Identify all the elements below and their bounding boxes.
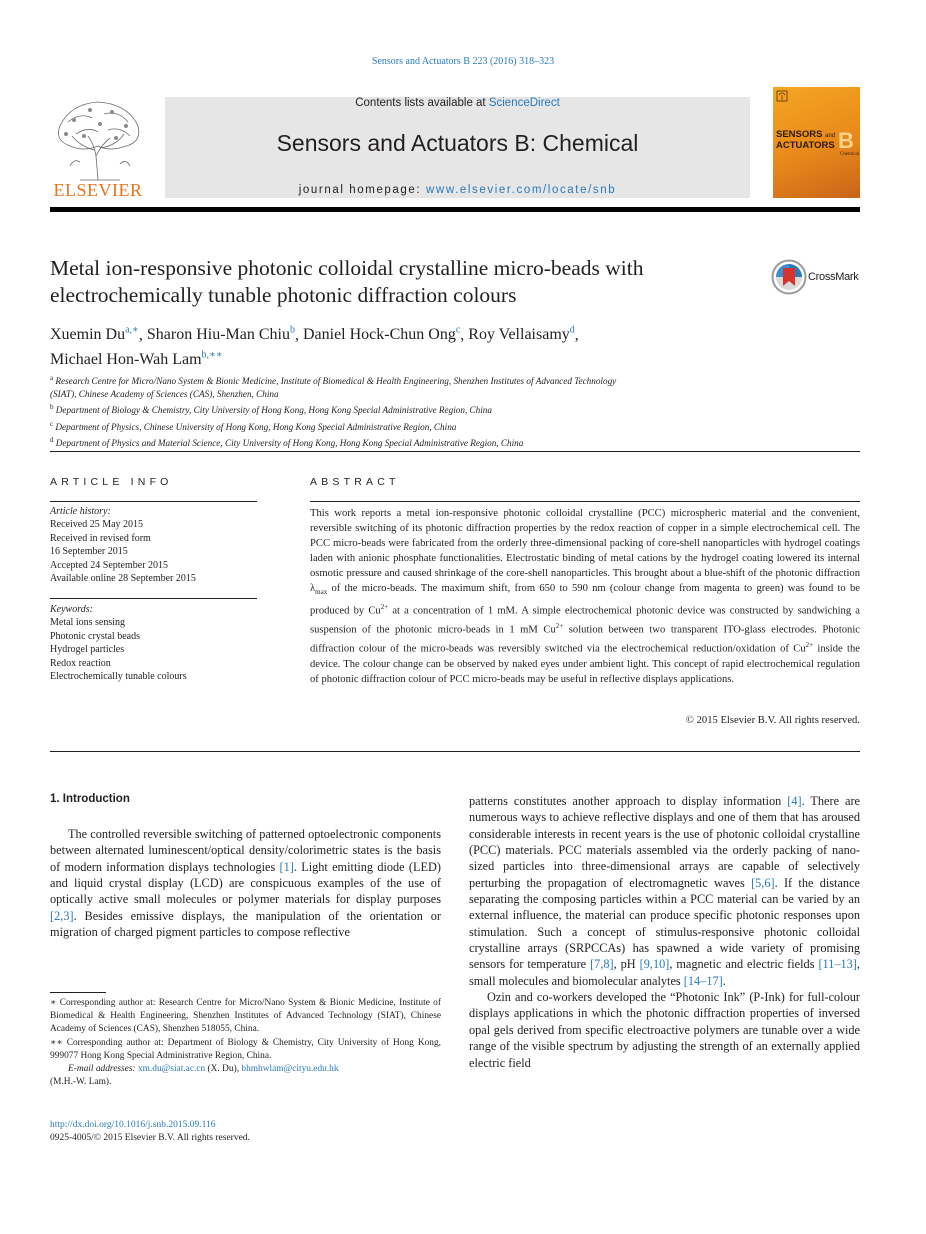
history-item: Accepted 24 September 2015	[50, 559, 169, 571]
crossmark-icon[interactable]	[771, 259, 807, 295]
affiliation-item	[50, 401, 770, 417]
reference-link[interactable]: [2,3]	[50, 908, 74, 923]
abstract-part: inside the device. The colour change can be observed by naked eyes under ambient light. This concept of rapid electrochemical regulation of photonic diffraction colour of PCC micro-beads may be useful in reflective displays applications.	[310, 643, 860, 685]
abstract-heading: ABSTRACT	[310, 476, 400, 488]
affiliation-mark: d	[50, 436, 54, 444]
author-4[interactable]	[468, 326, 574, 343]
abstract-part: at a concentration of 1 mM. A simple electrochemical photonic device was constructed by sandwiching a suspension of the photonic micro-beads in 1 mM Cu	[310, 605, 860, 636]
reference-link[interactable]: [14–17]	[683, 973, 723, 988]
history-item: Available online 28 September 2015	[50, 573, 196, 585]
intro-text: , magnetic and electric fields	[669, 957, 819, 972]
affiliation-text: Department of Physics and Material Science, City University of Hong Kong, Hong Kong Special Administrative Region, China	[55, 438, 524, 449]
cover-title-line1: SENSORS	[776, 129, 823, 140]
intro-text: , small molecules and biomolecular analytes	[469, 957, 860, 988]
cover-title	[776, 130, 835, 151]
author-name: Sharon Hiu-Man Chiu	[146, 326, 290, 344]
intro-column-2	[469, 793, 860, 1071]
abstract-copyright: © 2015 Elsevier B.V. All rights reserved.	[685, 715, 860, 726]
intro-text: Ozin and co-workers developed the “Photonic Ink” (P-Ink) for full-colour displays applications in which the photonic diffraction properties of inversed opal gels derived from specific electroactive polymers are tunable over a wide range of the visible spectrum by adjusting the strength of an externally applied electric field	[469, 990, 860, 1070]
intro-text: . Light emitting diode (LED) and liquid crystal display (LCD) are conspicuous examples of the use of optically active small molecules or polymer materials for display purposes	[50, 859, 441, 907]
introduction-heading: 1. Introduction	[50, 793, 130, 805]
affiliation-text: Department of Biology & Chemistry, City University of Hong Kong, Hong Kong Special Administrative Region, China	[55, 405, 492, 416]
cover-subtitle: Chemical	[840, 152, 860, 157]
footnotes	[50, 997, 441, 1089]
keyword-item: Metal ions sensing	[50, 617, 125, 629]
abstract-part: solution between two transparent ITO-glass electrodes. Photonic diffraction colour of the micro-beads was reversibly switched via the electrochemical reduction/oxidation of Cu	[310, 624, 860, 655]
affiliation-item	[50, 372, 770, 388]
article-info-rule	[50, 501, 257, 502]
keywords	[50, 603, 257, 683]
charge-superscript: 2+	[555, 621, 564, 630]
article-history	[50, 505, 257, 585]
keyword-item: Photonic crystal beads	[50, 630, 140, 642]
reference-link[interactable]: [5,6]	[751, 875, 775, 890]
doi-link[interactable]: http://dx.doi.org/10.1016/j.snb.2015.09.116	[50, 1120, 216, 1130]
intro-text: patterns constitutes another approach to display information	[469, 794, 788, 808]
cover-title-and: and	[825, 133, 836, 139]
header-rule	[50, 207, 860, 212]
charge-superscript: 2+	[805, 641, 814, 650]
author-affil-mark[interactable]: b	[289, 325, 295, 336]
author-sep: ,	[138, 326, 147, 344]
author-sep: ,	[574, 326, 579, 344]
email-link[interactable]: bhmhwlam@cityu.edu.hk	[241, 1064, 339, 1075]
intro-text: . Besides emissive displays, the manipulation of the orientation or migration of charged pigment particles to compose reflective	[50, 908, 441, 940]
footnote-corresponding-2: ∗∗ Corresponding author at: Department of Biology & Chemistry, City University of Hong Kong, 999077 Hong Kong Special Administrative Region, China.	[50, 1037, 441, 1061]
affiliation-rule	[50, 451, 860, 452]
sciencedirect-link[interactable]: ScienceDirect	[488, 97, 560, 109]
author-sep: ,	[460, 326, 469, 344]
cover-title-line2: ACTUATORS	[776, 140, 835, 151]
article-history-label: Article history:	[50, 506, 111, 517]
contents-prefix: Contents lists available at	[355, 97, 489, 109]
charge-superscript: 2+	[380, 602, 389, 611]
author-3[interactable]	[303, 326, 460, 343]
intro-text: . If the distance separating the composing particles within a PCC material can be varied by an external influence, the material can produce specific photonic responses upon stimulation. Such a concept of stimulus-responsive photonic colloidal crystalline arrays (SRPCCAs) has spawned a wide variety of promising sensors for temperature	[469, 875, 860, 972]
article-title-line2: electrochemically tunable photonic diffraction colours	[50, 283, 517, 307]
cover-mini-elsevier-icon	[776, 90, 788, 102]
elsevier-wordmark: ELSEVIER	[53, 180, 143, 200]
email-link[interactable]: xm.du@siat.ac.cn	[137, 1064, 206, 1075]
intro-column-1	[50, 826, 441, 940]
history-item: Received 25 May 2015	[50, 519, 144, 531]
intro-text: , pH	[613, 957, 640, 972]
footnote-corresponding-1: ∗ Corresponding author at: Research Centre for Micro/Nano System & Bionic Medicine, Institute of Biomedical & Health Engineering, Shenzhen Institutes of Advanced Technology (SIAT), Chinese Academy of Sciences (CAS), Shenzhen 518055, China.	[50, 998, 441, 1035]
affiliation-mark: c	[50, 419, 54, 428]
affiliation-text: Research Centre for Micro/Nano System & Bionic Medicine, Institute of Biomedical & Health Engineering, Shenzhen Institutes of Advanced Technology	[55, 376, 617, 387]
abstract-part: This work reports a metal ion-responsive photonic colloidal crystalline (PCC) microspheric material and the convenient, reversible switching of its photonic diffraction properties by the redox reaction of copper in a simple electrochemical cell. The PCC micro-beads were fabricated from the orderly three-dimensional packing of core-shell nanoparticles with hydrogel coatings laden with anionic phosphate functionalities. Electrostatic binding of metal cations by the hydrogel coating lowered its internal osmotic pressure and caused shrinkage of the core-shell nanoparticles. This brought about a blue-shift of the photonic diffraction λ	[310, 508, 860, 594]
crossmark-label[interactable]: CrossMark	[808, 271, 859, 283]
affiliation-item	[50, 418, 770, 434]
abstract-part: of the micro-beads. The maximum shift, from 650 to 590 nm (colour change from magenta to green) was found to be produced by Cu	[310, 582, 860, 617]
author-affil-mark[interactable]: a,∗	[125, 325, 139, 336]
abstract-rule	[310, 501, 860, 502]
affiliation-item	[50, 388, 770, 401]
author-affil-mark[interactable]: c	[455, 325, 461, 336]
keyword-item: Hydrogel particles	[50, 644, 125, 656]
author-name: Roy Vellaisamy	[468, 326, 570, 344]
contents-line	[165, 97, 750, 109]
author-sep: ,	[294, 326, 303, 344]
author-affil-mark[interactable]: d	[569, 325, 575, 336]
author-affil-mark[interactable]: b,∗∗	[201, 349, 223, 361]
affiliation-mark: a	[50, 374, 54, 382]
intro-text: The controlled reversible switching of patterned optoelectronic components between alternated luminescent/optical density/colorimetric states is the basis of modern information displays technologies	[50, 827, 441, 874]
email-owner: (X. Du),	[205, 1064, 242, 1075]
footnote-emails	[50, 1063, 441, 1089]
author-list	[50, 321, 810, 370]
history-item: Received in revised form	[50, 532, 151, 544]
author-5[interactable]	[50, 351, 223, 368]
keywords-rule	[50, 598, 257, 599]
journal-citation-link[interactable]: Sensors and Actuators B 223 (2016) 318–323	[371, 56, 555, 67]
author-name: Michael Hon-Wah Lam	[50, 350, 202, 368]
affiliation-item	[50, 434, 770, 450]
article-info-heading: ARTICLE INFO	[50, 476, 173, 488]
doi-block	[50, 1119, 250, 1145]
intro-text: .	[722, 973, 726, 988]
keyword-item: Redox reaction	[50, 657, 111, 669]
author-2[interactable]	[147, 326, 295, 343]
affiliation-list	[50, 372, 770, 450]
issn-line: 0925-4005/© 2015 Elsevier B.V. All rights reserved.	[50, 1133, 250, 1143]
journal-title: Sensors and Actuators B: Chemical	[276, 130, 639, 156]
elsevier-tree-logo	[50, 96, 146, 182]
keywords-label: Keywords:	[50, 604, 93, 615]
homepage-link[interactable]: www.elsevier.com/locate/snb	[426, 184, 617, 196]
author-name: Daniel Hock-Chun Ong	[302, 326, 456, 344]
lambda-subscript: max	[315, 587, 328, 596]
author-name: Xuemin Du	[50, 326, 126, 344]
reference-link[interactable]: [7,8]	[590, 957, 614, 972]
homepage-prefix: journal homepage:	[298, 184, 427, 196]
reference-link[interactable]: [1]	[279, 859, 294, 874]
reference-link[interactable]: [11–13]	[818, 957, 857, 972]
article-title	[50, 255, 765, 309]
reference-link[interactable]: [9,10]	[639, 957, 670, 972]
email-label: E-mail addresses:	[68, 1064, 136, 1075]
footnote-rule	[50, 992, 106, 993]
journal-homepage	[165, 184, 750, 196]
cover-letter: B	[838, 128, 854, 153]
abstract-text	[310, 507, 860, 688]
history-item: 16 September 2015	[50, 546, 128, 558]
affiliation-text: Department of Physics, Chinese University of Hong Kong, Hong Kong Special Administrative Region, China	[55, 421, 457, 432]
author-1[interactable]	[50, 326, 139, 343]
article-title-line1: Metal ion-responsive photonic colloidal crystalline micro-beads with	[50, 256, 644, 280]
reference-link[interactable]: [4]	[787, 794, 802, 808]
email-owner: (M.H.-W. Lam).	[50, 1077, 112, 1088]
abstract-bottom-rule	[50, 751, 860, 752]
keyword-item: Electrochemically tunable colours	[50, 671, 187, 683]
affiliation-mark: b	[50, 403, 54, 412]
intro-text: . There are numerous ways to achieve reflective displays and one of them that has aroused considerable interests in recent years is the use of photonic colloidal crystalline (PCC) materials. PCC materials assembled via the orderly packing of nano-sized particles into three-dimensional arrays are capable of selectively perturbing the propagation of electromagnetic waves	[469, 794, 861, 890]
affiliation-text: (SIAT), Chinese Academy of Sciences (CAS), Shenzhen, China	[50, 389, 279, 400]
